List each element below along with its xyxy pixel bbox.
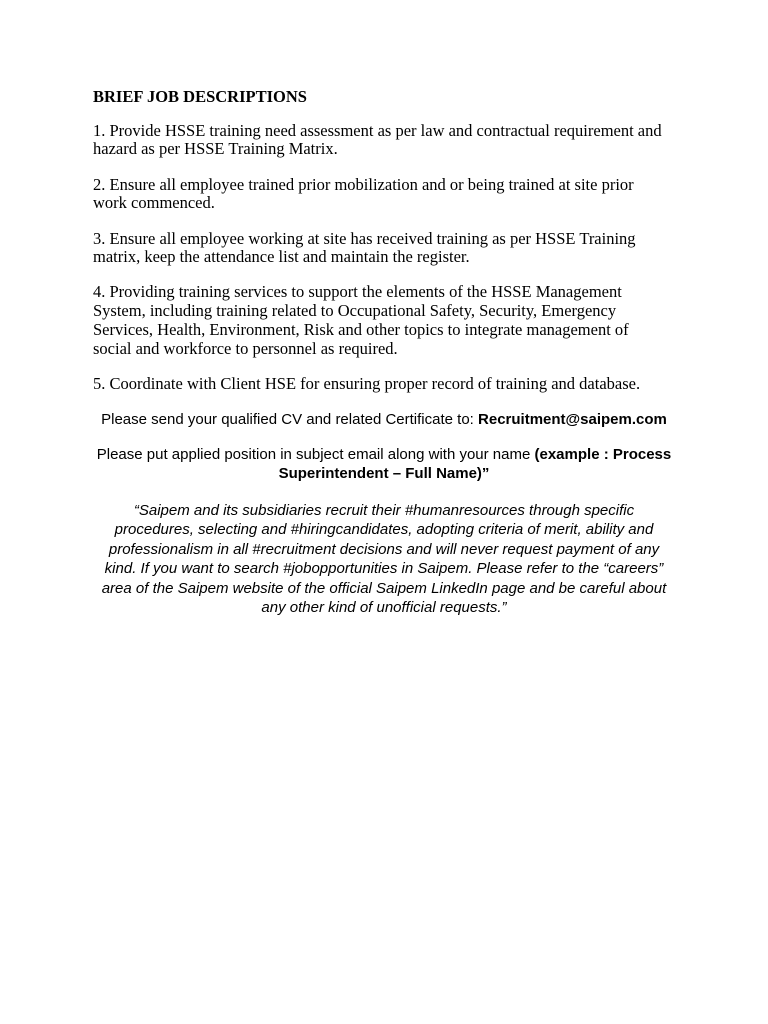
disclaimer-line: procedures, selecting and #hiringcandidates, adopting criteria of merit, ability and — [114, 521, 654, 539]
disclaimer-line: “Saipem and its subsidiaries recruit their #humanresources through specific — [133, 501, 635, 519]
subject-instruction-text: Please put applied position in subject email along with your name — [96, 446, 531, 464]
job-description-item-1 — [93, 122, 675, 159]
subject-instruction — [93, 445, 675, 483]
job-description-item-3 — [93, 230, 675, 267]
job-description-item-4 — [93, 283, 675, 358]
document-content — [93, 88, 675, 617]
subject-instruction-line-2 — [93, 464, 675, 483]
text-line: work commenced. — [93, 193, 215, 213]
disclaimer-line: area of the Saipem website of the official Saipem LinkedIn page and be careful about — [101, 579, 667, 597]
job-description-list — [93, 122, 675, 394]
recruitment-email: Recruitment@saipem.com — [478, 410, 667, 428]
text-line: 2. Ensure all employee trained prior mobilization and or being trained at site prior — [93, 174, 634, 194]
text-line: hazard as per HSSE Training Matrix. — [93, 139, 338, 159]
section-heading: BRIEF JOB DESCRIPTIONS — [93, 87, 307, 106]
text-line: social and workforce to personnel as required. — [93, 338, 398, 358]
disclaimer-line: kind. If you want to search #jobopportunities in Saipem. Please refer to the “careers” — [104, 560, 664, 578]
subject-example-end: Superintendent – Full Name)” — [278, 465, 490, 483]
text-line: Services, Health, Environment, Risk and other topics to integrate management of — [93, 319, 629, 339]
text-line: System, including training related to Occupational Safety, Security, Emergency — [93, 301, 617, 321]
application-instructions — [93, 410, 675, 617]
send-cv-line — [93, 410, 675, 429]
disclaimer-line: professionalism in all #recruitment decisions and will never request payment of any — [108, 540, 660, 558]
text-line: 5. Coordinate with Client HSE for ensuring proper record of training and database. — [93, 373, 641, 393]
subject-example-start: (example : Process — [534, 446, 672, 464]
text-line: matrix, keep the attendance list and maintain the register. — [93, 247, 470, 267]
subject-instruction-line-1 — [93, 445, 675, 464]
recruitment-disclaimer — [93, 501, 675, 617]
send-cv-instruction — [93, 410, 675, 429]
send-cv-text: Please send your qualified CV and related Certificate to: — [101, 410, 474, 428]
text-line: 4. Providing training services to support the elements of the HSSE Management — [93, 282, 622, 302]
job-description-item-5 — [93, 375, 675, 394]
text-line: 1. Provide HSSE training need assessment as per law and contractual requirement and — [93, 120, 662, 140]
job-description-item-2 — [93, 176, 675, 213]
text-line: 3. Ensure all employee working at site has received training as per HSSE Training — [93, 228, 636, 248]
disclaimer-line: any other kind of unofficial requests.” — [261, 598, 507, 616]
